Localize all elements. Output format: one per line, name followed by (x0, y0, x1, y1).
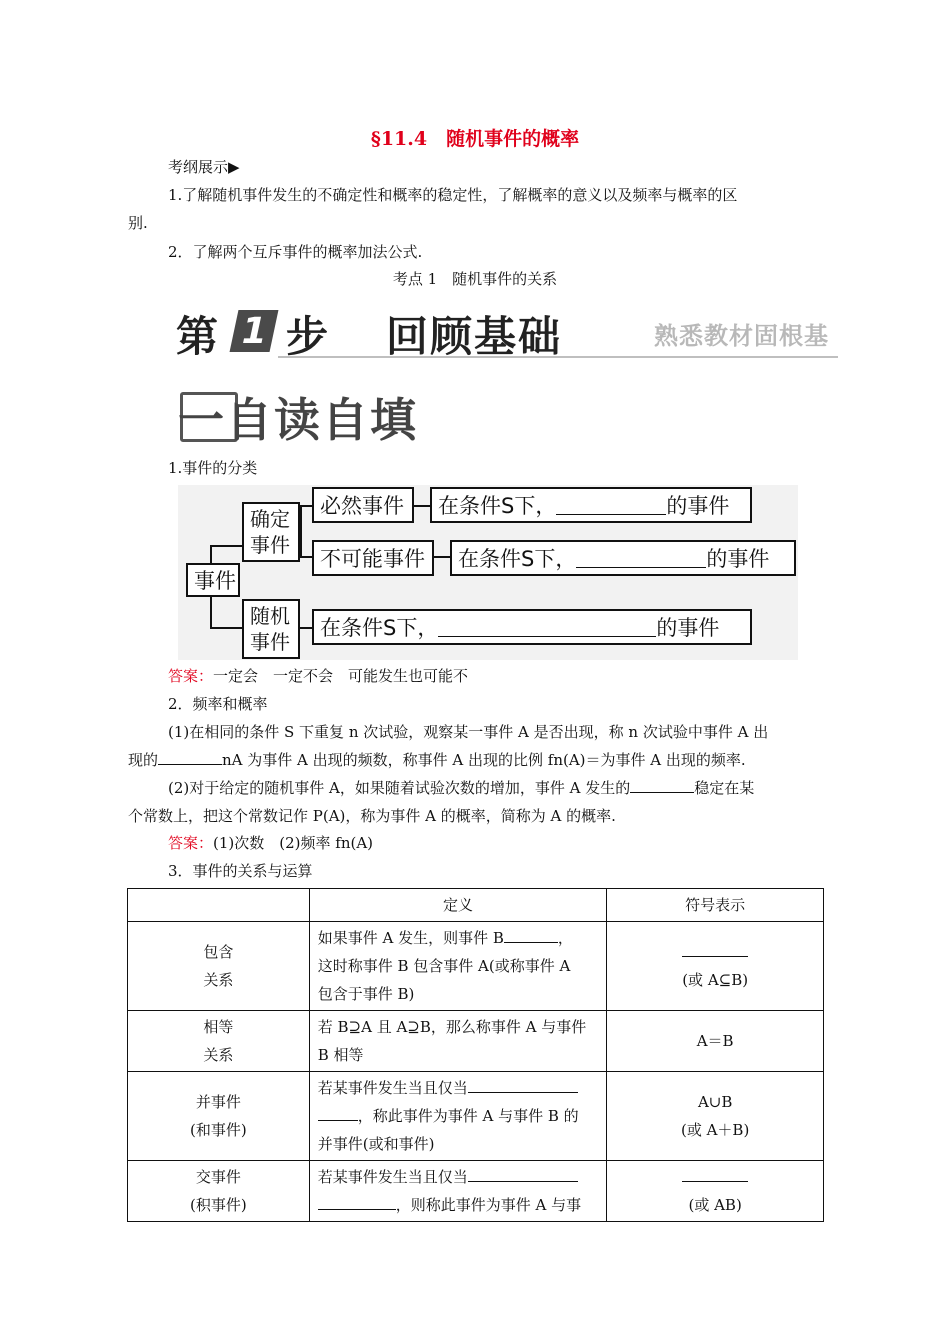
cond-suffix-1: 的事件 (666, 494, 730, 518)
def-text: ，称此事件为事件 A 与事件 B 的 (357, 1107, 579, 1125)
banner-main: 回顾基础 (386, 312, 563, 361)
frequency-blank (158, 750, 222, 765)
random-condition-box (312, 609, 752, 645)
connector-to-biran (300, 505, 312, 507)
item2-p1-line2 (128, 750, 746, 770)
page-title: §11.4 随机事件的概率 (370, 128, 580, 150)
def-text: 并事件(或和事件) (317, 1135, 435, 1153)
symbol-text: (或 A⊆B) (682, 971, 749, 989)
outline-item-1-cont: 别. (128, 214, 148, 232)
event-relation-table (127, 888, 824, 1222)
item3-title: 3．事件的关系与运算 (168, 862, 313, 880)
table-row (128, 1072, 824, 1161)
stable-blank (630, 778, 694, 793)
cond-suffix-3: 的事件 (656, 616, 720, 640)
def-blank (468, 1167, 578, 1182)
def-blank (318, 1106, 358, 1121)
banner-di: 第 (176, 312, 219, 361)
symbol-text: A∪B (697, 1093, 733, 1111)
item2-title: 2．频率和概率 (168, 695, 268, 713)
def-text: 这时称事件 B 包含事件 A(或称事件 A (317, 957, 571, 975)
relation-symbol: A＝B (607, 1011, 824, 1072)
table-header-cell (128, 889, 310, 922)
def-blank (318, 1195, 396, 1210)
item2-p2-line1 (168, 778, 754, 798)
relation-definition (309, 922, 607, 1011)
answer-1-text: 一定会 一定不会 可能发生也可能不 (213, 667, 469, 685)
symbol-text: (或 AB) (688, 1196, 742, 1214)
def-text: ，则称此事件为事件 A 与事 (395, 1196, 582, 1214)
symbol-blank (682, 942, 748, 957)
def-text: B 相等 (317, 1046, 364, 1064)
impossible-condition-box (450, 540, 796, 576)
certain-blank (556, 496, 666, 515)
answer-1 (168, 666, 468, 686)
banner-divider (278, 356, 838, 358)
def-text: 如果事件 A 发生，则事件 B (317, 929, 504, 947)
table-row (128, 922, 824, 1011)
def-text: 若某事件发生当且仅当 (317, 1168, 468, 1186)
cond-prefix-3: 在条件S下， (320, 616, 439, 640)
relation-name: 相等 关系 (128, 1011, 310, 1072)
root-event-box: 事件 (186, 563, 240, 597)
table-header-row (128, 889, 824, 922)
certain-event-box: 确定 事件 (242, 502, 300, 562)
connector-to-random (210, 627, 242, 629)
relation-symbol (607, 1161, 824, 1222)
connector-biran-cond (414, 505, 430, 507)
outline-label: 考纲展示▶ (168, 158, 240, 176)
zidu-label: 一自读自填 (178, 393, 418, 447)
item2-p1-line2-a: 现的 (128, 751, 159, 769)
connector-bukeneng-cond (434, 556, 450, 558)
section-heading: 考点 1 随机事件的关系 (392, 270, 558, 288)
relation-definition (309, 1072, 607, 1161)
item2-p2-line2: 个常数上，把这个常数记作 P(A)，称为事件 A 的概率，简称为 A 的概率. (128, 807, 616, 825)
relation-name: 并事件 (和事件) (128, 1072, 310, 1161)
table-row (128, 1011, 824, 1072)
symbol-text: (或 A＋B) (680, 1121, 750, 1139)
connector-to-bukeneng (300, 556, 312, 558)
outline-item-1: 1.了解随机事件发生的不确定性和概率的稳定性，了解概率的意义以及频率与概率的区 (168, 186, 738, 204)
random-event-box: 随机 事件 (242, 599, 300, 659)
relation-definition (309, 1161, 607, 1222)
item1-title: 1.事件的分类 (168, 459, 258, 477)
answer-2-label: 答案： (168, 834, 214, 852)
symbol-blank (682, 1167, 748, 1182)
table-header-cell: 符号表示 (607, 889, 824, 922)
relation-name: 交事件 (积事件) (128, 1161, 310, 1222)
certain-condition-box (430, 487, 752, 523)
step-banner (168, 300, 838, 362)
answer-1-label: 答案： (168, 667, 214, 685)
item2-p2-line1-a: (2)对于给定的随机事件 A，如果随着试验次数的增加，事件 A 发生的 (168, 779, 631, 797)
connector-random-to-cond (300, 627, 312, 629)
def-blank (504, 928, 558, 943)
answer-2 (168, 833, 373, 853)
table-row (128, 1161, 824, 1222)
answer-2-text: (1)次数 (2)频率 fn(A) (213, 834, 374, 852)
relation-symbol (607, 922, 824, 1011)
banner-bu: 步 (286, 312, 329, 361)
cond-prefix-1: 在条件S下， (438, 494, 557, 518)
relation-name: 包含 关系 (128, 922, 310, 1011)
cond-prefix-2: 在条件S下， (458, 547, 577, 571)
impossible-box: 不可能事件 (312, 540, 434, 576)
def-text: 包含于事件 B) (317, 985, 415, 1003)
random-blank (438, 618, 656, 637)
def-text: ， (557, 929, 573, 947)
item2-p1-line1: (1)在相同的条件 S 下重复 n 次试验，观察某一事件 A 是否出现，称 n 次试验中事件 A 出 (168, 723, 769, 741)
def-blank (468, 1078, 578, 1093)
def-text: 若 B⊇A 且 A⊇B，那么称事件 A 与事件 (317, 1018, 587, 1036)
table-header-cell: 定义 (309, 889, 607, 922)
connector-to-certain (210, 545, 242, 547)
impossible-blank (576, 549, 706, 568)
cond-suffix-2: 的事件 (706, 547, 770, 571)
item2-p2-line1-b: 稳定在某 (694, 779, 755, 797)
relation-definition (309, 1011, 607, 1072)
outline-item-2: 2．了解两个互斥事件的概率加法公式. (168, 243, 423, 261)
item2-p1-line2-b: nA 为事件 A 出现的频数，称事件 A 出现的比例 fn(A)＝为事件 A 出现的频率. (222, 751, 746, 769)
def-text: 若某事件发生当且仅当 (317, 1079, 468, 1097)
connector-certain-vertical (300, 505, 302, 557)
banner-step-number: 1 (230, 310, 279, 352)
banner-tagline: 熟悉教材固根基 (654, 322, 829, 350)
relation-symbol (607, 1072, 824, 1161)
certain-box: 必然事件 (312, 487, 414, 523)
event-classification-diagram (178, 485, 798, 660)
